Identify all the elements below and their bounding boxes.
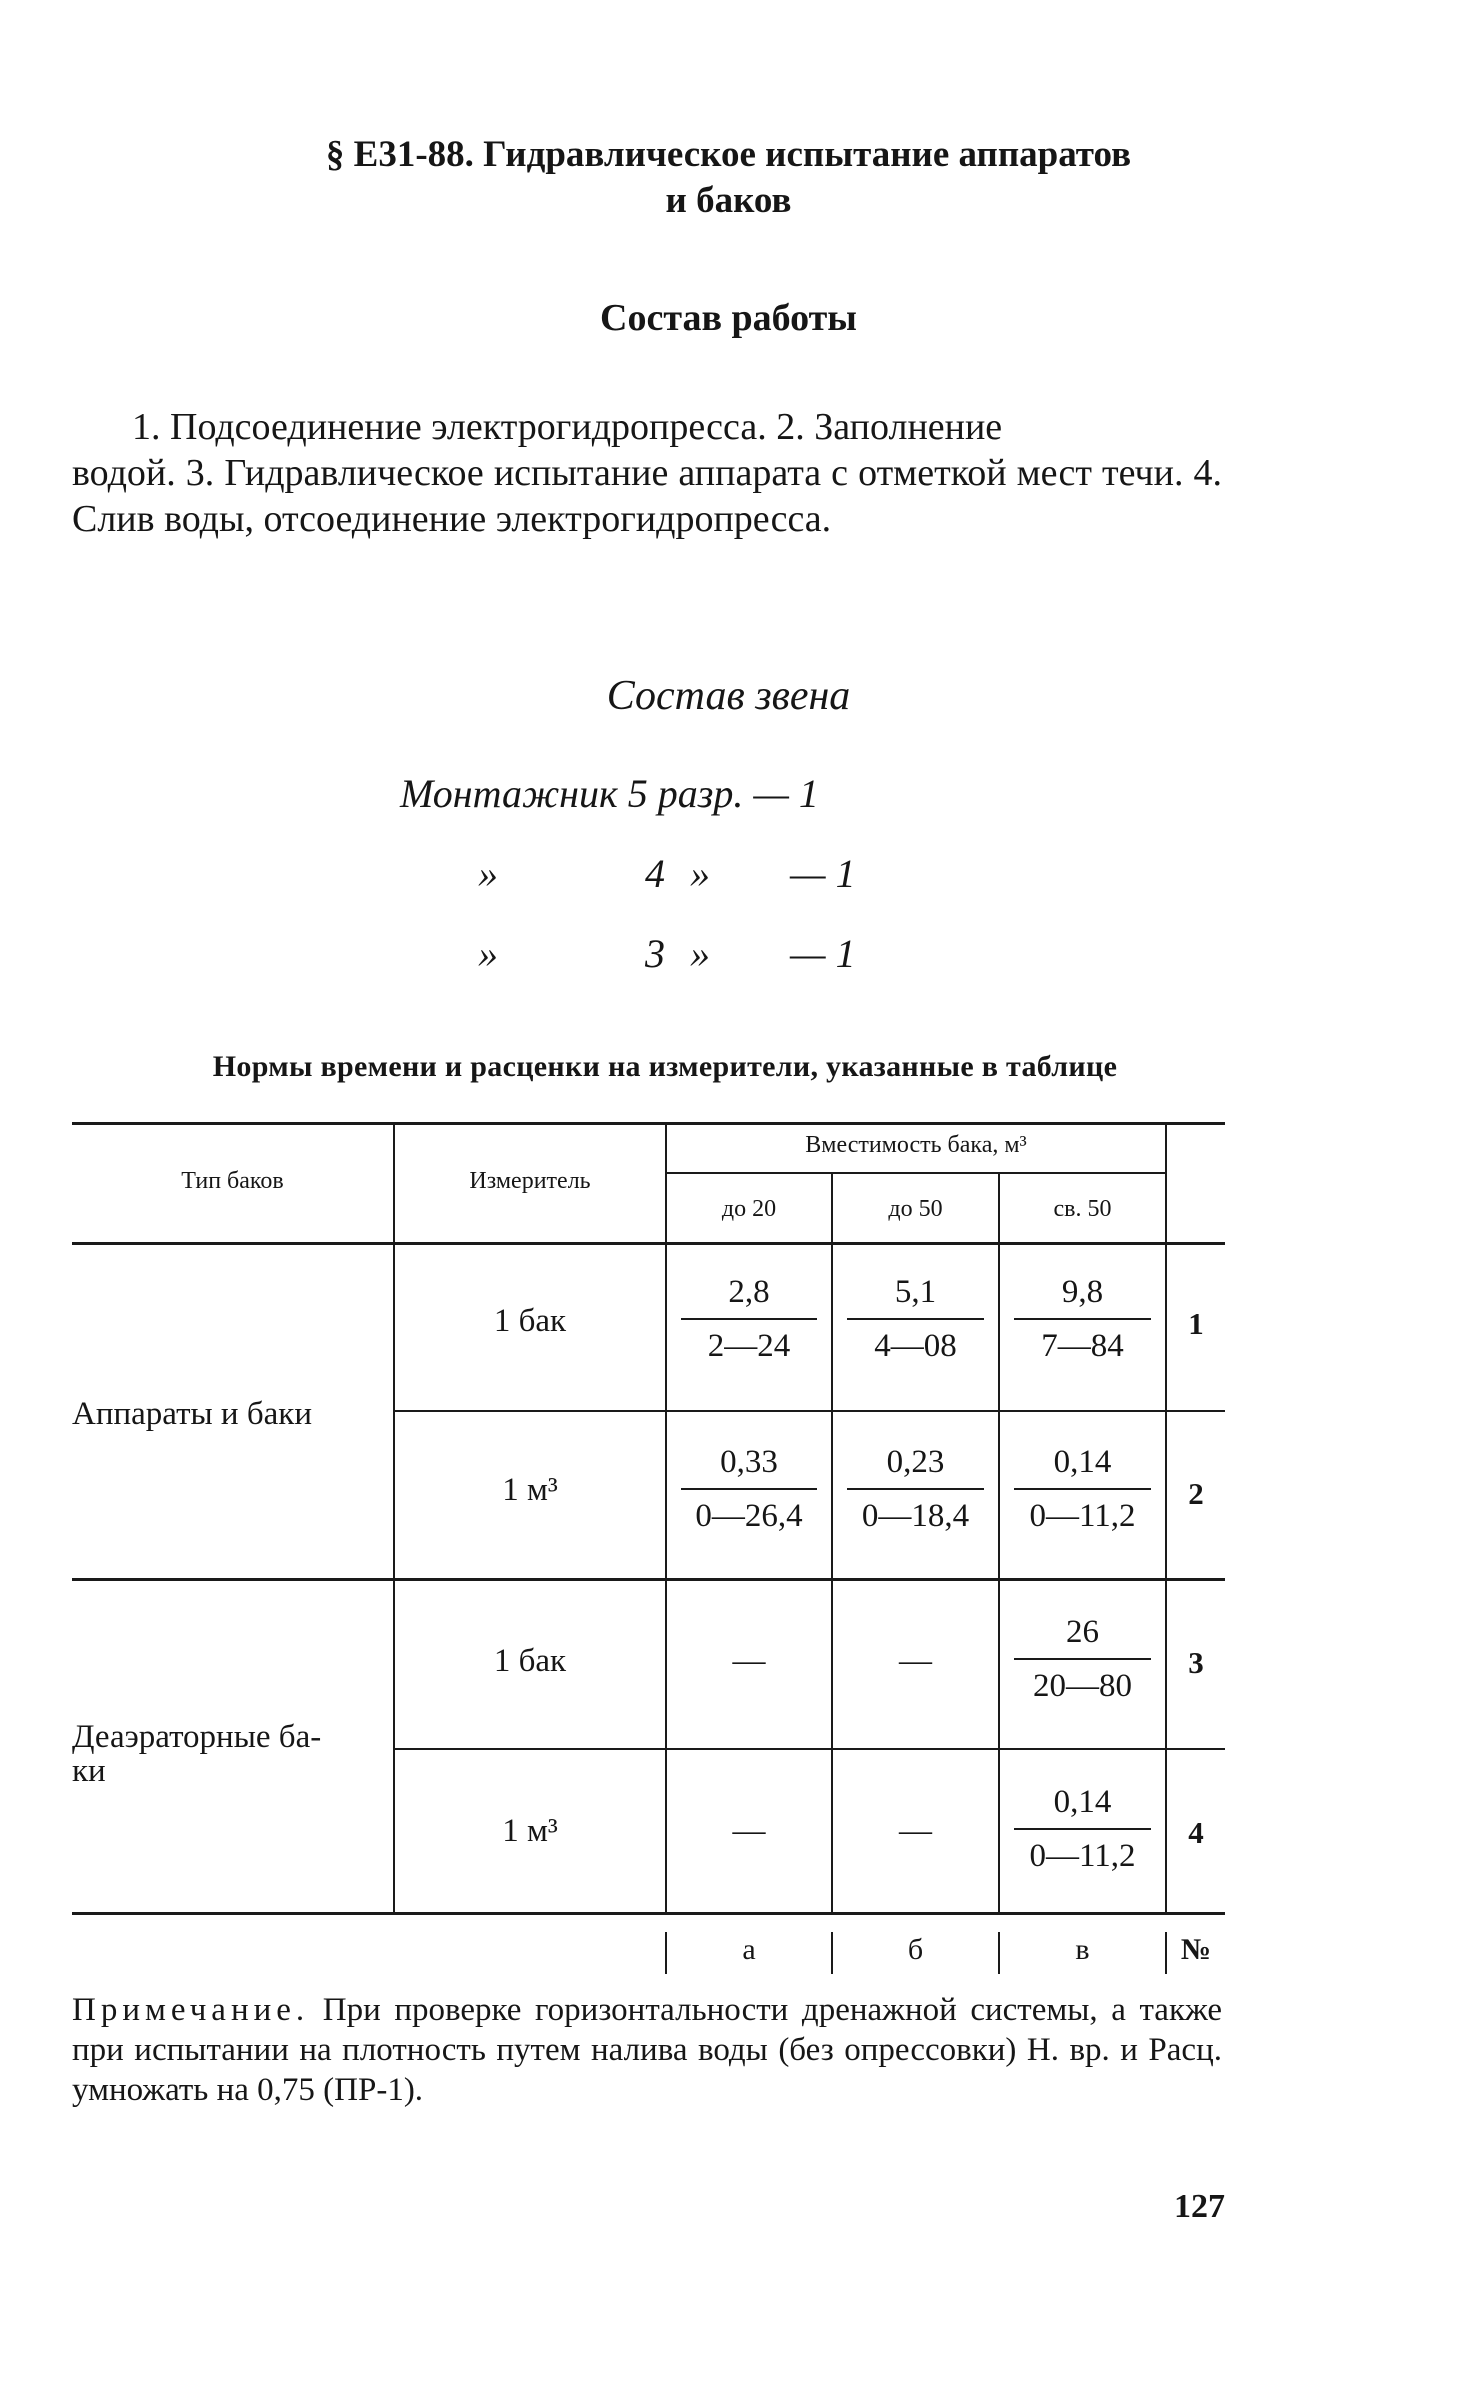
- fraction-bar: [681, 1318, 817, 1320]
- measure-cell: 1 м³: [502, 1472, 558, 1508]
- crew-count: — 1: [790, 931, 856, 976]
- measure-cell: 1 бак: [493, 1303, 567, 1339]
- crew-count: — 1: [790, 851, 856, 896]
- col-rule: [1165, 1125, 1167, 1912]
- empty-dash: —: [899, 1643, 932, 1679]
- table-top-rule: [72, 1122, 1225, 1125]
- empty-dash: —: [899, 1813, 932, 1849]
- fraction-bar: [847, 1488, 984, 1490]
- norm-cell: [667, 1270, 831, 1368]
- time-norm: 5,1: [894, 1274, 937, 1310]
- time-norm: 9,8: [1061, 1274, 1104, 1310]
- price: 7—84: [1041, 1328, 1124, 1364]
- section-title-line2: и баков: [665, 180, 792, 221]
- time-norm: 0,14: [1053, 1444, 1112, 1480]
- measure-cell: 1 м³: [502, 1813, 558, 1849]
- crew-unit: »: [690, 851, 710, 896]
- empty-dash: —: [732, 1643, 766, 1679]
- footer-col-a: а: [742, 1933, 756, 1966]
- fraction-bar: [1014, 1318, 1151, 1320]
- group-label: [72, 1720, 392, 1788]
- section-title: [0, 132, 1457, 224]
- row-number: 3: [1188, 1645, 1204, 1680]
- group-label-line2: ки: [72, 1753, 106, 1789]
- work-heading: Состав работы: [600, 297, 857, 339]
- crew-row-1: [400, 770, 900, 817]
- price: 20—80: [1033, 1668, 1132, 1704]
- crew-heading: Состав звена: [606, 673, 851, 719]
- crew-name: »: [478, 851, 498, 896]
- norm-cell: [1000, 1270, 1165, 1368]
- price: 0—11,2: [1029, 1498, 1136, 1534]
- norm-cell: [1000, 1440, 1165, 1538]
- header-col-b: до 50: [888, 1196, 943, 1222]
- header-type: Тип баков: [181, 1168, 284, 1194]
- crew-count: — 1: [753, 771, 819, 816]
- footer-col-c: в: [1075, 1933, 1090, 1966]
- group-label-line1: Деаэраторные ба-: [72, 1719, 322, 1755]
- price: 0—18,4: [861, 1498, 970, 1534]
- price: 2—24: [707, 1328, 791, 1364]
- fraction-bar: [1014, 1828, 1151, 1830]
- row-divider: [393, 1410, 1225, 1412]
- row-number: 4: [1188, 1815, 1204, 1850]
- note: [72, 1990, 1222, 2110]
- col-rule: [393, 1125, 395, 1912]
- header-col-a: до 20: [721, 1196, 777, 1222]
- fraction-bar: [847, 1318, 984, 1320]
- norm-cell: [667, 1440, 831, 1538]
- note-label: Примечание.: [72, 1992, 310, 2028]
- header-col-c: св. 50: [1053, 1196, 1112, 1222]
- footer-col-b: б: [907, 1933, 924, 1966]
- price: 4—08: [874, 1328, 957, 1364]
- group-divider: [72, 1578, 1225, 1581]
- row-number: 1: [1188, 1306, 1204, 1341]
- work-text: [72, 404, 1222, 542]
- time-norm: 2,8: [728, 1274, 770, 1310]
- fraction-bar: [1014, 1488, 1151, 1490]
- crew-name: »: [478, 931, 498, 976]
- note-text: При проверке горизонтальности дренажной системы, а также при испытании на плотность путем налива воды (без опрессовки) Н. вр. и Расц. умножать на 0,75 (ПР-1).: [72, 1992, 1222, 2108]
- fraction-bar: [681, 1488, 817, 1490]
- norm-cell: [833, 1440, 998, 1538]
- table-bottom-rule: [72, 1912, 1225, 1915]
- capacity-rule: [665, 1172, 1165, 1174]
- time-norm: 0,33: [720, 1444, 778, 1480]
- empty-dash: —: [732, 1813, 766, 1849]
- price: 0—11,2: [1029, 1838, 1136, 1874]
- work-text-rest: водой. 3. Гидравлическое испытание аппарата с отметкой мест течи. 4. Слив воды, отсоединение электрогидропресса.: [72, 452, 1222, 540]
- row-number: 2: [1188, 1476, 1204, 1511]
- crew-unit: разр.: [657, 771, 744, 816]
- page-number: 127: [1174, 2188, 1225, 2225]
- norm-cell: [833, 1270, 998, 1368]
- measure-cell: 1 бак: [493, 1643, 567, 1679]
- norm-cell: [1000, 1610, 1165, 1708]
- crew-grade: 3: [645, 931, 665, 976]
- time-norm: 0,14: [1053, 1784, 1112, 1820]
- crew-unit: »: [690, 931, 710, 976]
- time-norm: 26: [1066, 1614, 1099, 1650]
- group-label: Аппараты и баки: [72, 1396, 312, 1432]
- time-norm: 0,23: [886, 1444, 945, 1480]
- norms-heading: Нормы времени и расценки на измерители, указанные в таблице: [212, 1050, 1118, 1083]
- section-title-line1: § Е31-88. Гидравлическое испытание аппаратов: [325, 134, 1132, 175]
- crew-name: Монтажник: [400, 771, 618, 816]
- work-text-line1: 1. Подсоединение электрогидропресса. 2. Заполнение: [132, 406, 1003, 448]
- norm-cell: [1000, 1780, 1165, 1878]
- header-measure: Измеритель: [469, 1168, 591, 1194]
- fraction-bar: [1014, 1658, 1151, 1660]
- price: 0—26,4: [695, 1498, 803, 1534]
- footer-col-no: №: [1180, 1933, 1212, 1966]
- header-capacity: Вместимость бака, м³: [805, 1132, 1027, 1158]
- crew-grade: 4: [645, 851, 665, 896]
- header-bottom-rule: [72, 1242, 1225, 1245]
- crew-grade: 5: [627, 771, 648, 816]
- row-divider: [393, 1748, 1225, 1750]
